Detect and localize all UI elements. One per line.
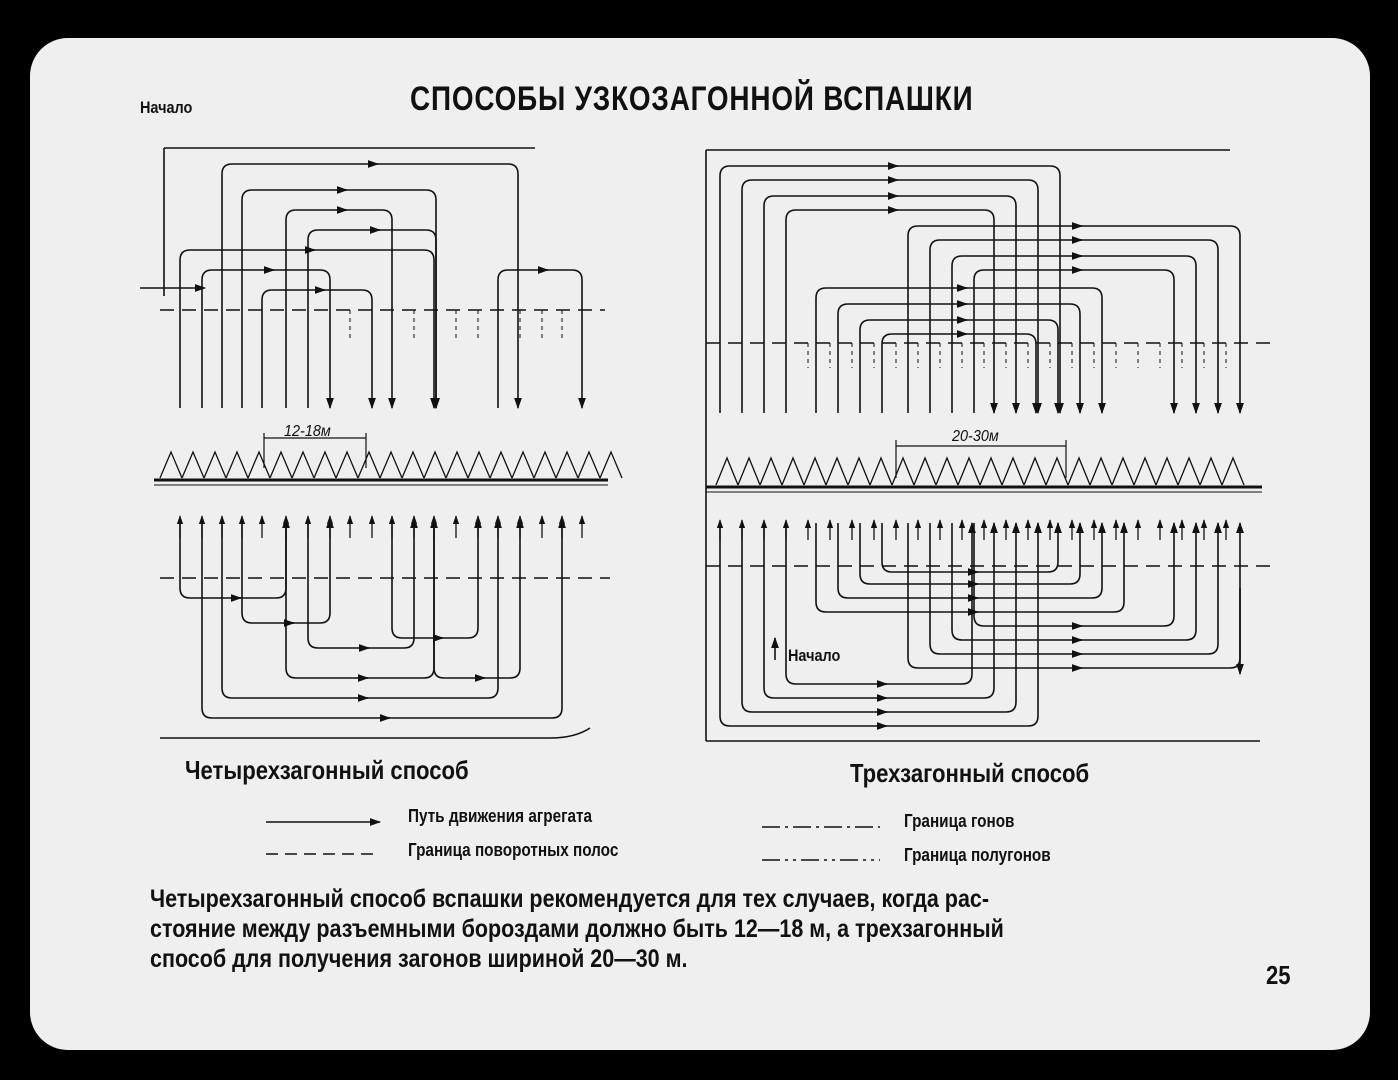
left-bottom-loop-5 — [222, 518, 498, 698]
legend-path-label: Путь движения агрегата — [408, 806, 592, 826]
explanation-line-1: Четырехзагонный способ вспашки рекомендуется для тех случаев, когда рас- — [150, 885, 990, 913]
left-furrow-slice-13 — [446, 452, 468, 478]
right-furrow-slice-18 — [1112, 458, 1134, 485]
left-field-bottom-border — [160, 728, 590, 738]
right-top-loop-0 — [720, 166, 1060, 413]
left-top-loop-1 — [242, 190, 436, 408]
right-furrow-slice-14 — [1024, 458, 1046, 485]
right-bottom-loop-9 — [838, 523, 1102, 598]
left-furrow-slice-4 — [248, 452, 270, 478]
right-bottom-loop-7 — [974, 523, 1174, 626]
left-bottom-loop-1 — [180, 518, 286, 598]
right-top-loop-7 — [974, 270, 1174, 413]
left-furrow-slice-15 — [490, 452, 512, 478]
right-furrow-slice-13 — [1002, 458, 1024, 485]
left-bottom-loop-7 — [434, 518, 520, 678]
right-top-loop-11 — [882, 334, 1036, 413]
left-furrow-slice-19 — [578, 452, 600, 478]
left-furrow-slice-8 — [336, 452, 358, 478]
right-bottom-loop-10 — [860, 523, 1080, 584]
left-furrow-slice-17 — [534, 452, 556, 478]
right-furrow-slice-23 — [1222, 458, 1244, 485]
slide-card — [30, 38, 1370, 1050]
left-furrow-slice-12 — [424, 452, 446, 478]
right-bottom-loop-2 — [764, 523, 994, 698]
right-furrow-slice-11 — [958, 458, 980, 485]
width-label-left: 12-18м — [284, 423, 331, 440]
right-furrow-slice-16 — [1068, 458, 1090, 485]
right-furrow-slice-3 — [782, 458, 804, 485]
left-top-loop-7 — [498, 270, 582, 408]
right-furrow-slice-5 — [826, 458, 848, 485]
left-furrow-slice-10 — [380, 452, 402, 478]
left-furrow-slice-2 — [204, 452, 226, 478]
left-furrow-slice-1 — [182, 452, 204, 478]
width-label-right: 20-30м — [952, 428, 999, 445]
right-furrow-slice-1 — [738, 458, 760, 485]
right-furrow-slice-2 — [760, 458, 782, 485]
right-top-loop-8 — [816, 288, 1102, 413]
explanation-text — [150, 884, 1004, 974]
right-furrow-slice-9 — [914, 458, 936, 485]
left-furrow-slice-14 — [468, 452, 490, 478]
right-furrow-slice-19 — [1134, 458, 1156, 485]
right-furrow-slice-4 — [804, 458, 826, 485]
page-title: СПОСОБЫ УЗКОЗАГОННОЙ ВСПАШКИ — [410, 80, 974, 118]
right-furrow-slice-20 — [1156, 458, 1178, 485]
legend-run-label: Граница гонов — [904, 811, 1015, 831]
page-number: 25 — [1266, 960, 1291, 990]
right-furrow-slice-17 — [1090, 458, 1112, 485]
legend-headland-label: Граница поворотных полос — [408, 840, 619, 860]
left-furrow-slice-18 — [556, 452, 578, 478]
left-furrow-slice-3 — [226, 452, 248, 478]
left-furrow-slice-7 — [314, 452, 336, 478]
left-furrow-slice-11 — [402, 452, 424, 478]
left-furrow-slice-16 — [512, 452, 534, 478]
left-furrow-slice-9 — [358, 452, 380, 478]
left-bottom-loop-4 — [308, 518, 414, 648]
right-bottom-loop-6 — [952, 523, 1196, 640]
right-furrow-slice-21 — [1178, 458, 1200, 485]
right-furrow-slice-15 — [1046, 458, 1068, 485]
explanation-line-2: стояние между разъемными бороздами должно быть 12—18 м, а трехзагонный — [150, 915, 1004, 943]
right-furrow-slice-22 — [1200, 458, 1222, 485]
caption-three-run: Трехзагонный способ — [850, 758, 1090, 788]
left-furrow-slice-6 — [292, 452, 314, 478]
right-furrow-slice-8 — [892, 458, 914, 485]
right-furrow-slice-6 — [848, 458, 870, 485]
right-furrow-slice-7 — [870, 458, 892, 485]
start-label-right: Начало — [788, 646, 841, 665]
left-top-loop-6 — [262, 290, 372, 408]
left-top-loop-0 — [222, 164, 518, 408]
left-top-loop-4 — [180, 250, 434, 408]
left-top-loop-2 — [286, 210, 392, 408]
caption-four-run: Четырехзагонный способ — [185, 755, 469, 785]
legend-halfrun-label: Граница полугонов — [904, 845, 1051, 865]
left-bottom-loop-0 — [202, 518, 562, 718]
right-furrow-slice-12 — [980, 458, 1002, 485]
left-furrow-slice-0 — [160, 452, 182, 478]
left-furrow-slice-5 — [270, 452, 292, 478]
start-label-left: Начало — [140, 98, 193, 117]
left-furrow-slice-20 — [600, 452, 622, 478]
explanation-line-3: способ для получения загонов шириной 20—30 м. — [150, 945, 688, 973]
right-furrow-slice-0 — [716, 458, 738, 485]
right-bottom-loop-4 — [908, 523, 1240, 668]
right-furrow-slice-10 — [936, 458, 958, 485]
